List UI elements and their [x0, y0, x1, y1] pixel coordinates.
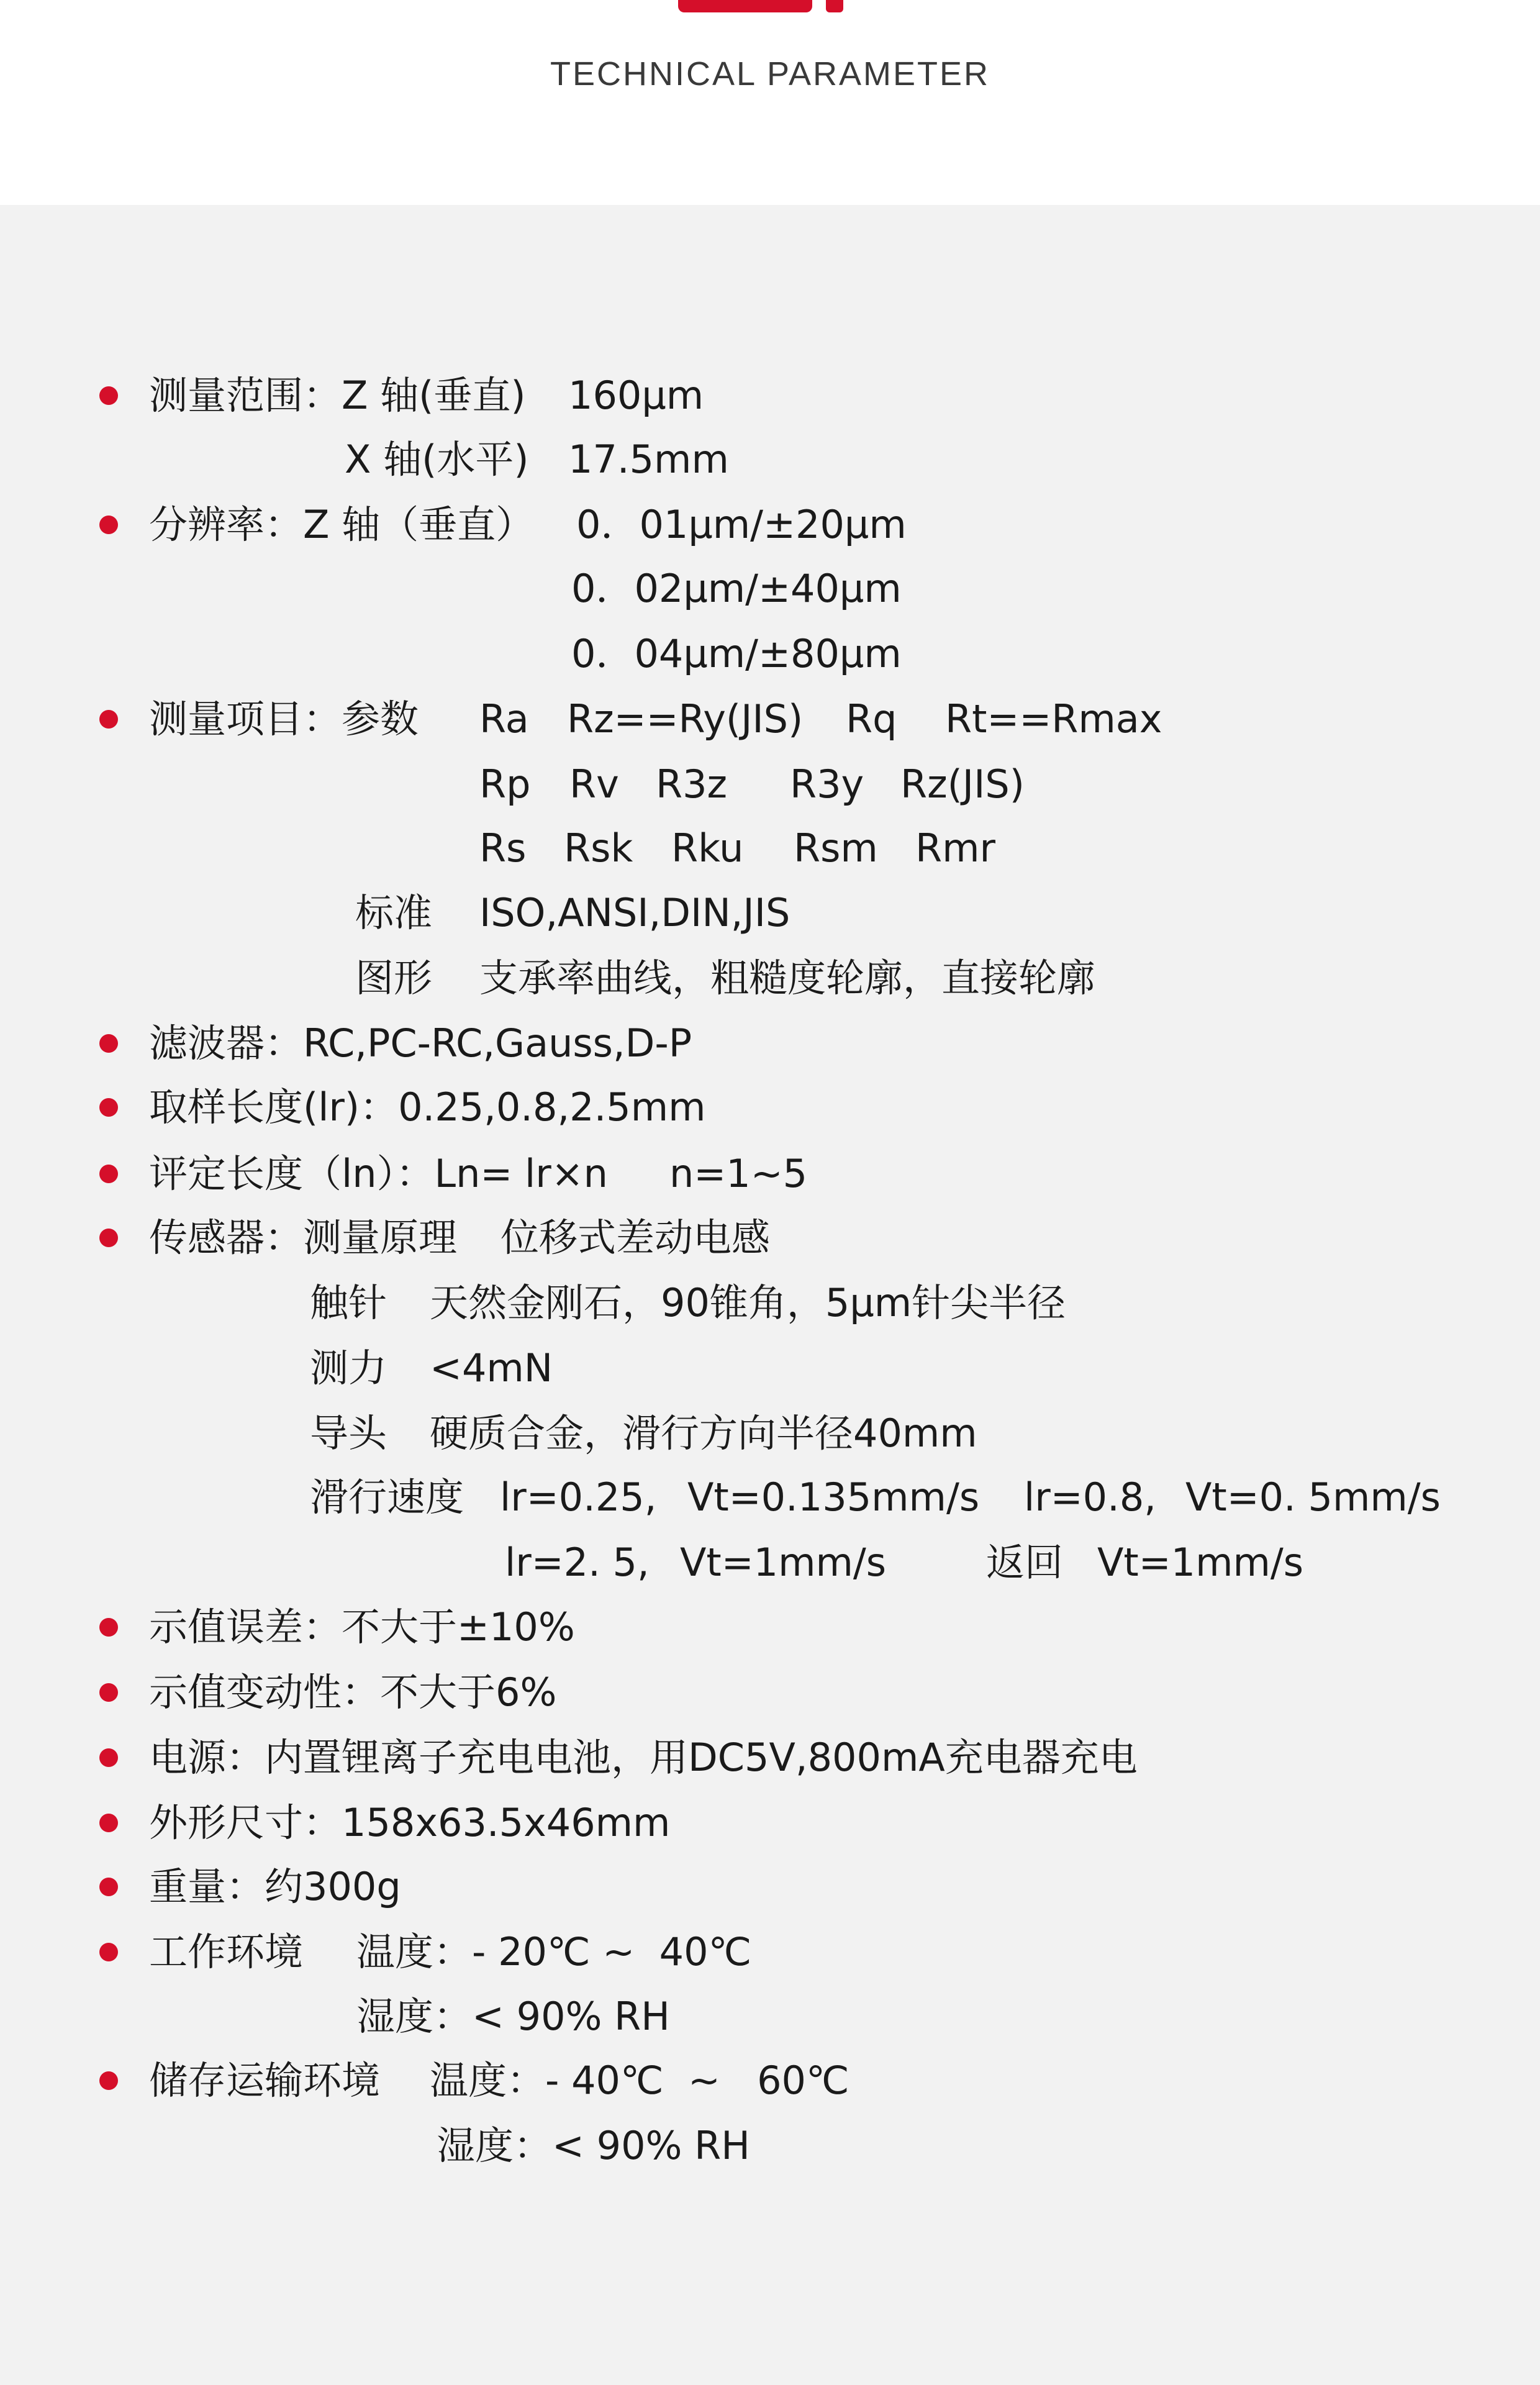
spec-label: 评定长度（ln）：Ln= lr×n [149, 1151, 608, 1196]
param-item: Rsm [794, 825, 878, 871]
spec-value: 位移式差动电感 [500, 1215, 771, 1260]
spec-label: 触针 [310, 1280, 387, 1325]
spec-label: 测量范围：Z 轴(垂直) [149, 373, 526, 418]
page-title: TECHNICAL PARAMETER [550, 55, 990, 93]
bullet-icon [99, 1034, 118, 1053]
bullet-icon [99, 386, 118, 405]
spec-value: 0．01μm/±20μm [576, 502, 907, 547]
spec-text: 电源：内置锂离子充电电池，用DC5V,800mA充电器充电 [149, 1735, 1138, 1780]
spec-text: 示值变动性：不大于6% [149, 1670, 557, 1715]
param-item: Rz==Ry(JIS) [567, 696, 804, 742]
spec-value: lr=0.25, [500, 1474, 657, 1520]
bullet-icon [99, 1814, 118, 1832]
spec-text: 外形尺寸：158x63.5x46mm [149, 1800, 671, 1845]
bullet-icon [99, 1683, 118, 1702]
spec-value: 17.5mm [568, 437, 729, 482]
param-item: Rv [569, 761, 619, 807]
param-item: Rs [479, 825, 527, 871]
param-item: Rmr [915, 825, 995, 871]
spec-value: lr=2. 5, [505, 1540, 650, 1585]
spec-value: 温度：- 40℃ ~ 60℃ [430, 2058, 849, 2103]
spec-value: Vt=1mm/s [680, 1540, 887, 1585]
bullet-icon [99, 1748, 118, 1767]
bullet-icon [99, 1878, 118, 1896]
bullet-icon [99, 516, 118, 534]
spec-label: 导头 [310, 1411, 387, 1456]
spec-value: 硬质合金，滑行方向半径40mm [430, 1411, 977, 1456]
param-item: Rku [671, 825, 744, 871]
accent-dot [826, 0, 843, 12]
spec-value: 0．02μm/±40μm [571, 566, 902, 611]
param-item: Ra [479, 696, 529, 742]
param-item: Rsk [564, 825, 633, 871]
param-item: R3z [656, 761, 728, 807]
spec-label: 标准 [355, 890, 433, 935]
spec-label: 返回 [986, 1540, 1064, 1585]
spec-value: 支承率曲线，粗糙度轮廓，直接轮廓 [479, 955, 1096, 1001]
spec-value: 湿度：< 90% RH [437, 2123, 750, 2168]
spec-list [0, 205, 1540, 2385]
spec-label: 传感器：测量原理 [149, 1215, 458, 1260]
param-item: Rt==Rmax [945, 696, 1162, 742]
spec-label: X 轴(水平) [345, 437, 529, 482]
spec-value: lr=0.8, [1024, 1474, 1156, 1520]
spec-text: 取样长度(lr)：0.25,0.8,2.5mm [149, 1084, 706, 1130]
spec-value: 天然金刚石，90锥角，5μm针尖半径 [430, 1280, 1066, 1325]
spec-value: 湿度：< 90% RH [356, 1994, 670, 2039]
param-item: Rz(JIS) [900, 761, 1025, 807]
bullet-icon [99, 1229, 118, 1247]
spec-label: 图形 [355, 955, 433, 1001]
spec-value: n=1~5 [669, 1151, 808, 1196]
spec-text: 滤波器：RC,PC-RC,Gauss,D-P [149, 1020, 692, 1066]
spec-label: 滑行速度 [310, 1474, 464, 1520]
header [0, 0, 1540, 205]
spec-label: 储存运输环境 [149, 2058, 381, 2103]
bullet-icon [99, 710, 118, 729]
spec-value: 160μm [568, 373, 704, 418]
bullet-icon [99, 1618, 118, 1637]
bullet-icon [99, 1165, 118, 1183]
spec-value: Vt=0. 5mm/s [1185, 1474, 1441, 1520]
spec-label: 分辨率：Z 轴（垂直） [149, 502, 535, 547]
spec-text: 重量：约300g [149, 1864, 401, 1909]
spec-value: 温度：- 20℃ ~ 40℃ [356, 1929, 752, 1974]
spec-text: 示值误差：不大于±10% [149, 1604, 575, 1650]
spec-value: 0．04μm/±80μm [571, 631, 902, 676]
spec-value: Vt=1mm/s [1097, 1540, 1304, 1585]
bullet-icon [99, 1098, 118, 1117]
spec-value: ISO,ANSI,DIN,JIS [479, 890, 790, 935]
spec-label: 测量项目：参数 [149, 696, 419, 742]
bullet-icon [99, 1943, 118, 1961]
accent-bar [678, 0, 812, 12]
param-item: Rq [846, 696, 897, 742]
bullet-icon [99, 2071, 118, 2090]
spec-value: <4mN [430, 1345, 553, 1391]
spec-label: 测力 [310, 1345, 387, 1391]
spec-value: Vt=0.135mm/s [687, 1474, 980, 1520]
param-item: R3y [790, 761, 864, 807]
spec-label: 工作环境 [149, 1929, 304, 1974]
param-item: Rp [479, 761, 531, 807]
